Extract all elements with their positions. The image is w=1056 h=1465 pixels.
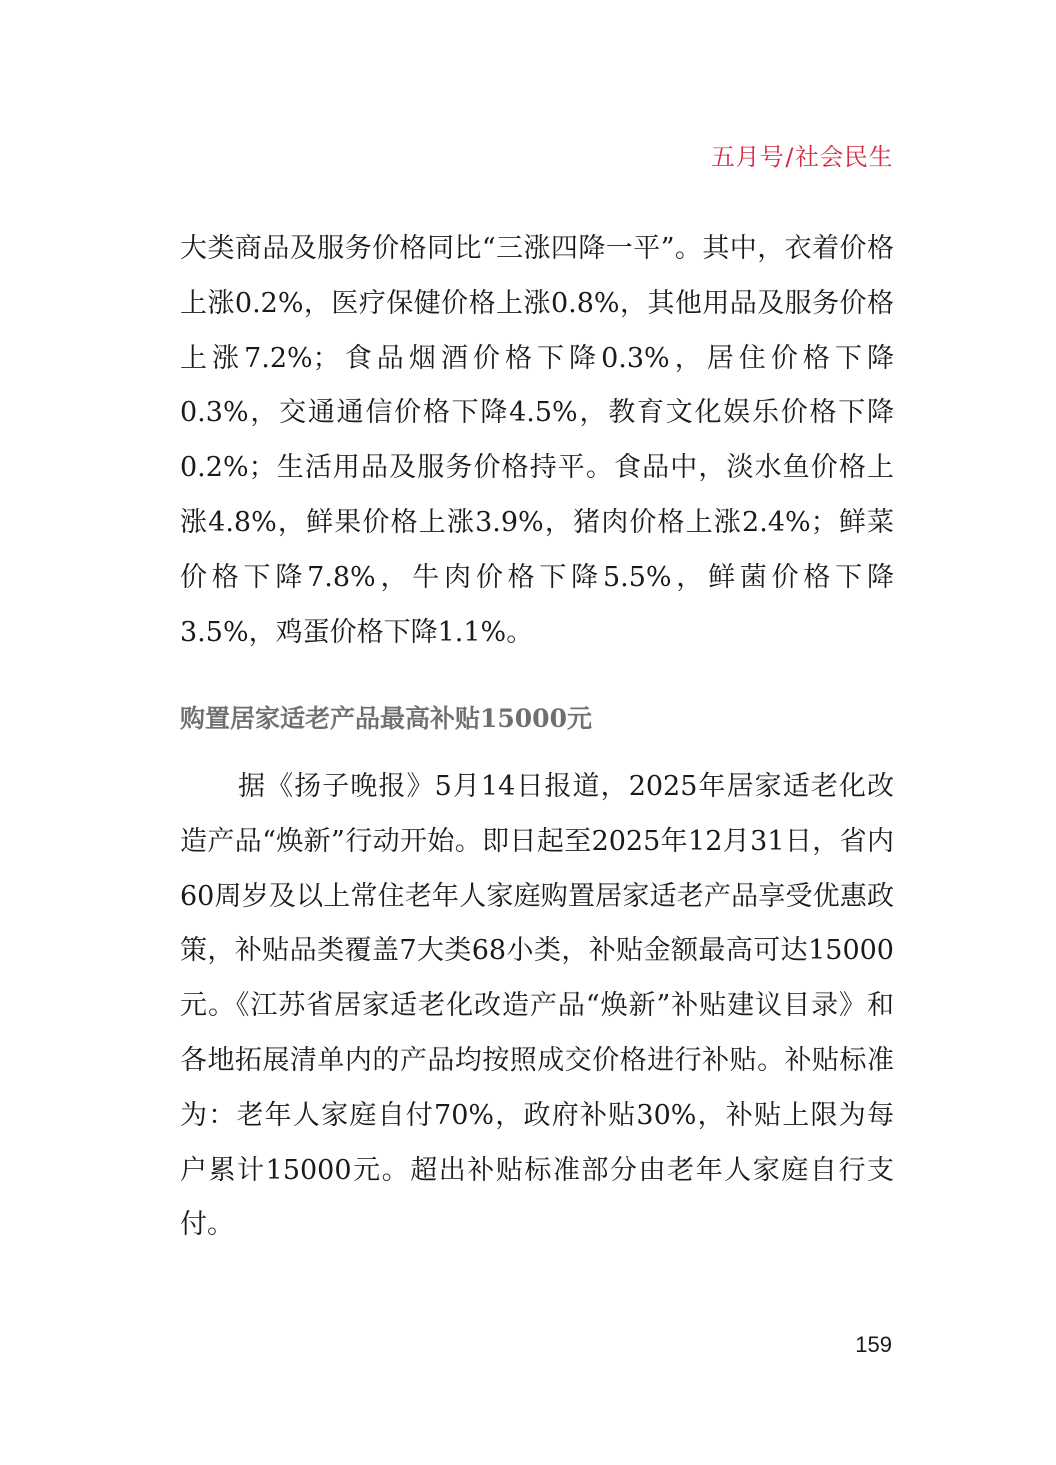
subsidy-paragraph: 据《扬子晚报》5月14日报道，2025年居家适老化改造产品“焕新”行动开始。即日起至2025年12月31日，省内60周岁及以上常住老年人家庭购置居家适老产品享受优惠政策，补贴品类覆盖7大类68小类，补贴金额最高可达15000元。《江苏省居家适老化改造产品“焕新”补贴建议目录》和各地拓展清单内的产品均按照成交价格进行补贴。补贴标准为：老年人家庭自付70%，政府补贴30%，补贴上限为每户累计15000元。超出补贴标准部分由老年人家庭自行支付。	[180, 771, 894, 1241]
section-label: 社会民生	[795, 143, 893, 171]
running-head	[711, 137, 893, 172]
issue-label: 五月号	[710, 143, 785, 171]
price-paragraph: 大类商品及服务价格同比“三涨四降一平”。其中，衣着价格上涨0.2%，医疗保健价格上涨0.8%，其他用品及服务价格上涨7.2%；食品烟酒价格下降0.3%，居住价格下降0.3%，交通通信价格下降4.5%，教育文化娱乐价格下降0.2%；生活用品及服务价格持平。食品中，淡水鱼价格上涨4.8%，鲜果价格上涨3.9%，猪肉价格上涨2.4%；鲜菜价格下降7.8%，牛肉价格下降5.5%，鲜菌价格下降3.5%，鸡蛋价格下降1.1%。	[180, 233, 894, 648]
running-head-separator: /	[785, 143, 794, 171]
page-number: 159	[855, 1332, 892, 1357]
section-heading: 购置居家适老产品最高补贴15000元	[180, 704, 592, 733]
